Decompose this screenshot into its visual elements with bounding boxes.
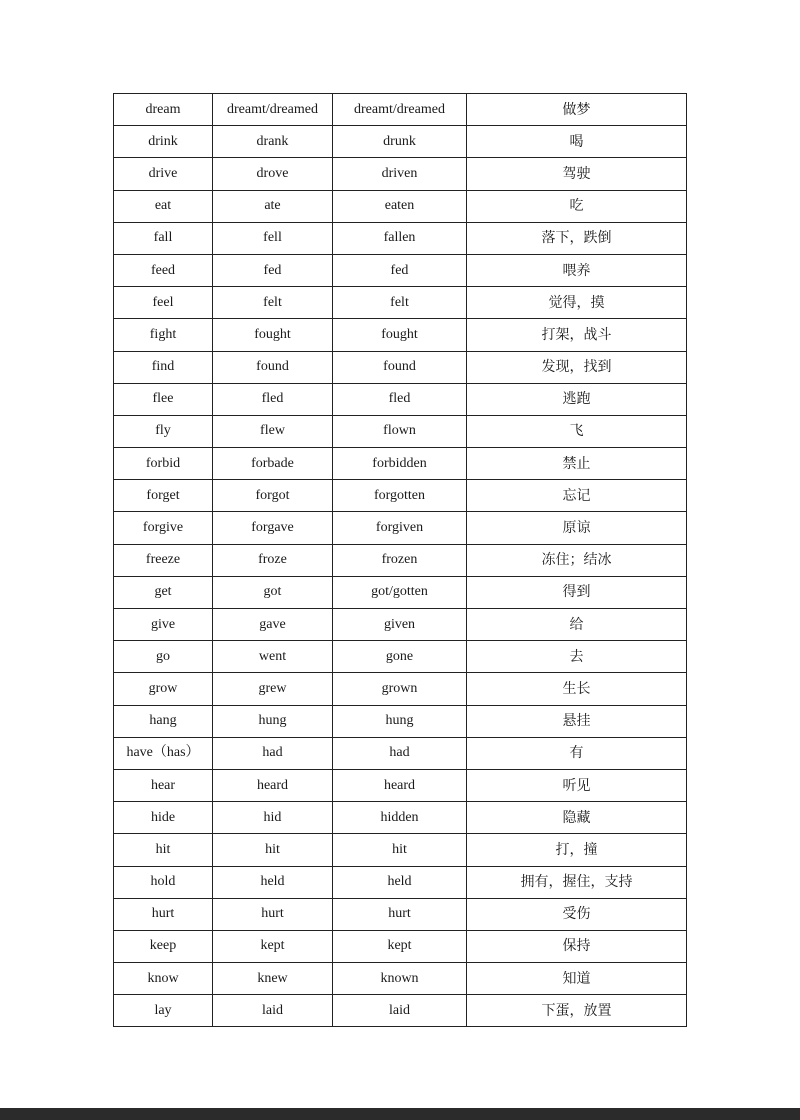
past-participle-cell: had xyxy=(333,737,467,769)
past-tense-cell: dreamt/dreamed xyxy=(213,94,333,126)
base-form-cell: hide xyxy=(114,802,213,834)
past-tense-cell: forgot xyxy=(213,480,333,512)
past-tense-cell: flew xyxy=(213,415,333,447)
past-participle-cell: eaten xyxy=(333,190,467,222)
table-row xyxy=(114,126,687,158)
past-participle-cell: fallen xyxy=(333,222,467,254)
past-participle-cell: dreamt/dreamed xyxy=(333,94,467,126)
meaning-cell: 禁止 xyxy=(467,448,687,480)
past-participle-cell: found xyxy=(333,351,467,383)
meaning-cell: 悬挂 xyxy=(467,705,687,737)
meaning-cell: 得到 xyxy=(467,576,687,608)
table-row xyxy=(114,448,687,480)
table-row xyxy=(114,94,687,126)
past-tense-cell: hid xyxy=(213,802,333,834)
meaning-cell: 有 xyxy=(467,737,687,769)
base-form-cell: give xyxy=(114,609,213,641)
irregular-verb-table xyxy=(113,93,687,1027)
past-participle-cell: grown xyxy=(333,673,467,705)
table-row xyxy=(114,898,687,930)
base-form-cell: drive xyxy=(114,158,213,190)
table-row xyxy=(114,415,687,447)
past-participle-cell: kept xyxy=(333,930,467,962)
table-row xyxy=(114,834,687,866)
base-form-cell: hear xyxy=(114,769,213,801)
table-row xyxy=(114,963,687,995)
past-tense-cell: fed xyxy=(213,254,333,286)
base-form-cell: hang xyxy=(114,705,213,737)
table-row xyxy=(114,287,687,319)
table-row xyxy=(114,190,687,222)
meaning-cell: 飞 xyxy=(467,415,687,447)
base-form-cell: get xyxy=(114,576,213,608)
past-participle-cell: laid xyxy=(333,995,467,1027)
past-tense-cell: felt xyxy=(213,287,333,319)
table-row xyxy=(114,383,687,415)
meaning-cell: 吃 xyxy=(467,190,687,222)
past-participle-cell: forbidden xyxy=(333,448,467,480)
meaning-cell: 隐藏 xyxy=(467,802,687,834)
verb-table-body xyxy=(114,94,687,1027)
past-tense-cell: fled xyxy=(213,383,333,415)
past-tense-cell: heard xyxy=(213,769,333,801)
past-participle-cell: got/gotten xyxy=(333,576,467,608)
past-participle-cell: flown xyxy=(333,415,467,447)
table-row xyxy=(114,576,687,608)
base-form-cell: hit xyxy=(114,834,213,866)
past-tense-cell: gave xyxy=(213,609,333,641)
past-participle-cell: felt xyxy=(333,287,467,319)
base-form-cell: hold xyxy=(114,866,213,898)
past-tense-cell: drove xyxy=(213,158,333,190)
meaning-cell: 打，撞 xyxy=(467,834,687,866)
past-tense-cell: fell xyxy=(213,222,333,254)
table-row xyxy=(114,351,687,383)
table-row xyxy=(114,544,687,576)
meaning-cell: 逃跑 xyxy=(467,383,687,415)
meaning-cell: 忘记 xyxy=(467,480,687,512)
meaning-cell: 打架，战斗 xyxy=(467,319,687,351)
past-tense-cell: hung xyxy=(213,705,333,737)
past-tense-cell: held xyxy=(213,866,333,898)
base-form-cell: have（has） xyxy=(114,737,213,769)
base-form-cell: forgive xyxy=(114,512,213,544)
meaning-cell: 喂养 xyxy=(467,254,687,286)
table-row xyxy=(114,737,687,769)
base-form-cell: go xyxy=(114,641,213,673)
base-form-cell: dream xyxy=(114,94,213,126)
past-participle-cell: driven xyxy=(333,158,467,190)
table-row xyxy=(114,158,687,190)
table-row xyxy=(114,641,687,673)
past-participle-cell: hurt xyxy=(333,898,467,930)
past-participle-cell: fought xyxy=(333,319,467,351)
meaning-cell: 驾驶 xyxy=(467,158,687,190)
past-participle-cell: hung xyxy=(333,705,467,737)
meaning-cell: 受伤 xyxy=(467,898,687,930)
past-participle-cell: known xyxy=(333,963,467,995)
past-tense-cell: went xyxy=(213,641,333,673)
past-participle-cell: fled xyxy=(333,383,467,415)
base-form-cell: lay xyxy=(114,995,213,1027)
past-tense-cell: ate xyxy=(213,190,333,222)
meaning-cell: 发现，找到 xyxy=(467,351,687,383)
past-tense-cell: hit xyxy=(213,834,333,866)
past-participle-cell: hidden xyxy=(333,802,467,834)
base-form-cell: feel xyxy=(114,287,213,319)
table-row xyxy=(114,866,687,898)
base-form-cell: find xyxy=(114,351,213,383)
base-form-cell: freeze xyxy=(114,544,213,576)
past-tense-cell: found xyxy=(213,351,333,383)
base-form-cell: forget xyxy=(114,480,213,512)
table-row xyxy=(114,480,687,512)
base-form-cell: fly xyxy=(114,415,213,447)
base-form-cell: flee xyxy=(114,383,213,415)
base-form-cell: know xyxy=(114,963,213,995)
base-form-cell: fight xyxy=(114,319,213,351)
table-row xyxy=(114,609,687,641)
past-participle-cell: hit xyxy=(333,834,467,866)
past-tense-cell: laid xyxy=(213,995,333,1027)
past-tense-cell: kept xyxy=(213,930,333,962)
past-participle-cell: held xyxy=(333,866,467,898)
past-tense-cell: knew xyxy=(213,963,333,995)
past-tense-cell: fought xyxy=(213,319,333,351)
base-form-cell: keep xyxy=(114,930,213,962)
meaning-cell: 觉得，摸 xyxy=(467,287,687,319)
past-tense-cell: got xyxy=(213,576,333,608)
base-form-cell: forbid xyxy=(114,448,213,480)
past-participle-cell: gone xyxy=(333,641,467,673)
meaning-cell: 下蛋，放置 xyxy=(467,995,687,1027)
past-participle-cell: frozen xyxy=(333,544,467,576)
table-row xyxy=(114,995,687,1027)
base-form-cell: eat xyxy=(114,190,213,222)
meaning-cell: 做梦 xyxy=(467,94,687,126)
table-row xyxy=(114,254,687,286)
base-form-cell: grow xyxy=(114,673,213,705)
meaning-cell: 冻住；结冰 xyxy=(467,544,687,576)
base-form-cell: drink xyxy=(114,126,213,158)
past-tense-cell: grew xyxy=(213,673,333,705)
table-row xyxy=(114,705,687,737)
past-tense-cell: froze xyxy=(213,544,333,576)
meaning-cell: 喝 xyxy=(467,126,687,158)
past-participle-cell: given xyxy=(333,609,467,641)
meaning-cell: 落下，跌倒 xyxy=(467,222,687,254)
meaning-cell: 给 xyxy=(467,609,687,641)
meaning-cell: 拥有，握住，支持 xyxy=(467,866,687,898)
past-participle-cell: forgiven xyxy=(333,512,467,544)
table-row xyxy=(114,319,687,351)
table-row xyxy=(114,512,687,544)
past-participle-cell: fed xyxy=(333,254,467,286)
base-form-cell: fall xyxy=(114,222,213,254)
meaning-cell: 保持 xyxy=(467,930,687,962)
past-participle-cell: drunk xyxy=(333,126,467,158)
past-tense-cell: forbade xyxy=(213,448,333,480)
past-participle-cell: forgotten xyxy=(333,480,467,512)
table-row xyxy=(114,930,687,962)
past-tense-cell: drank xyxy=(213,126,333,158)
table-row xyxy=(114,222,687,254)
table-row xyxy=(114,673,687,705)
meaning-cell: 听见 xyxy=(467,769,687,801)
page-bottom-edge xyxy=(0,1108,800,1120)
table-row xyxy=(114,802,687,834)
base-form-cell: hurt xyxy=(114,898,213,930)
base-form-cell: feed xyxy=(114,254,213,286)
meaning-cell: 原谅 xyxy=(467,512,687,544)
past-tense-cell: hurt xyxy=(213,898,333,930)
meaning-cell: 知道 xyxy=(467,963,687,995)
past-tense-cell: forgave xyxy=(213,512,333,544)
table-row xyxy=(114,769,687,801)
meaning-cell: 去 xyxy=(467,641,687,673)
past-tense-cell: had xyxy=(213,737,333,769)
past-participle-cell: heard xyxy=(333,769,467,801)
meaning-cell: 生长 xyxy=(467,673,687,705)
